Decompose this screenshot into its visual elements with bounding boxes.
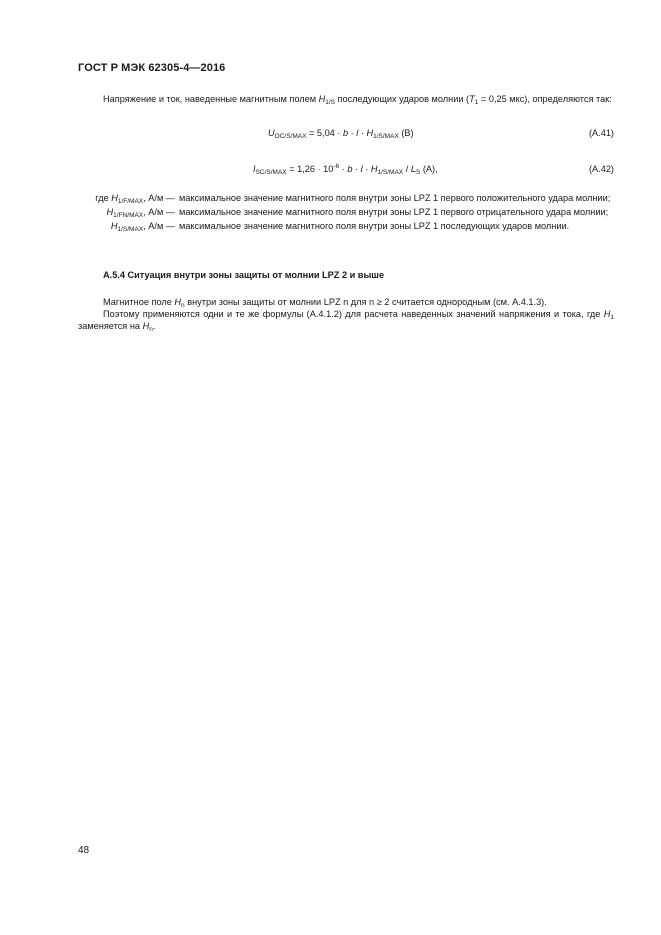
definition-text: максимальное значение магнитного поля внутри зоны LPZ 1 последующих ударов молнии. xyxy=(179,221,570,231)
equation-number-a42: (A.42) xyxy=(588,164,614,174)
formula-a41: $U_{OC/S/MAX} = 5,04 \cdot b \cdot l \cdot H_{1/S/MAX}$ (В) xyxy=(268,128,414,140)
body-paragraph-1: Магнитное поле $H_n$ внутри зоны защиты от молнии LPZ n для n ≥ 2 считается однородным (см. А.4.1.3). xyxy=(103,297,547,309)
definition-text: максимальное значение магнитного поля внутри зоны LPZ 1 первого положительного удара молнии; xyxy=(179,193,611,203)
body-paragraph-2: Поэтому применяются одни и те же формулы (А.4.1.2) для расчета наведенных значений напряжения и тока, где $H_1$ заменяется на $H_n$. xyxy=(78,309,614,333)
document-header-title: ГОСТ Р МЭК 62305-4—2016 xyxy=(78,62,226,74)
page-number: 48 xyxy=(78,845,90,856)
definition-text: максимальное значение магнитного поля внутри зоны LPZ 1 первого отрицательного удара молнии; xyxy=(179,207,609,217)
formula-a42: $I_{SC/S/MAX} = 1,26 \cdot 10^{-6} \cdot b \cdot l \cdot H_{1/S/MAX} / L_S$ (А), xyxy=(253,163,438,176)
intro-paragraph: Напряжение и ток, наведенные магнитным полем $H_{1/S}$ последующих ударов молнии ($T_1 = 0,25$ мкс), определяются так: xyxy=(103,94,612,106)
definition-item xyxy=(78,206,614,218)
definition-item xyxy=(78,192,614,204)
definition-item xyxy=(78,220,614,232)
definitions-list xyxy=(78,192,614,234)
section-heading: А.5.4 Ситуация внутри зоны защиты от молнии LPZ 2 и выше xyxy=(103,270,385,280)
definition-term: где $H_{1/F/MAX}$, А/м — xyxy=(95,193,175,205)
definition-term: $H_{1/S/MAX}$, А/м — xyxy=(110,221,175,233)
equation-number-a41: (A.41) xyxy=(588,128,614,138)
definition-term: $H_{1/FN/MAX}$, А/м — xyxy=(106,207,175,219)
